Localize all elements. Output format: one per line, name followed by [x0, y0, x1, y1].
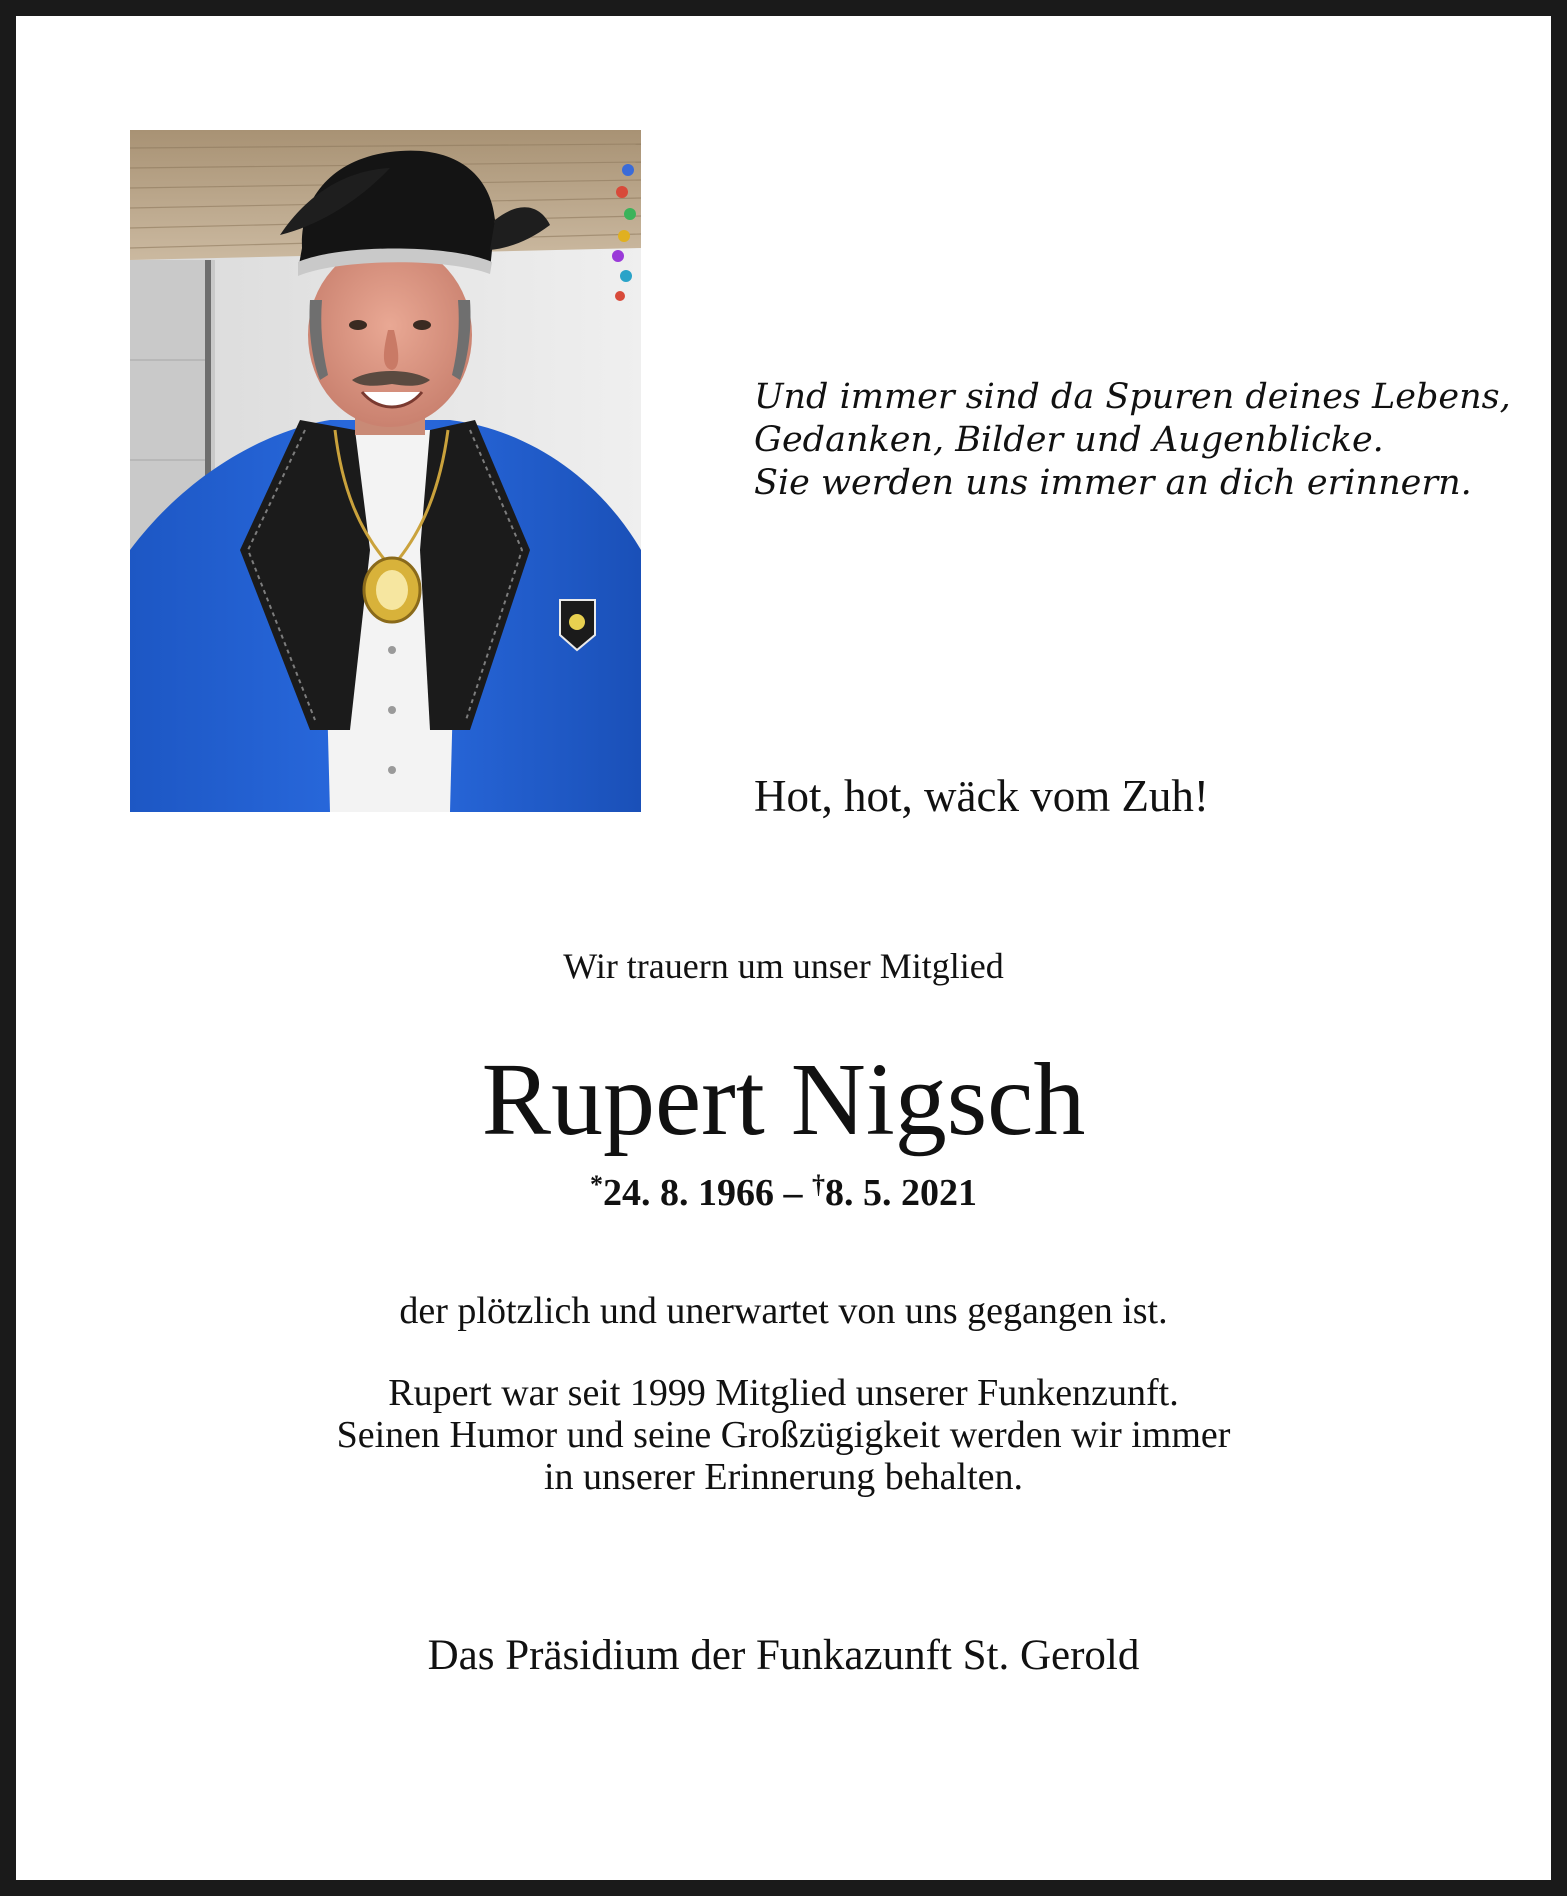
- death-date: 8. 5. 2021: [825, 1172, 977, 1214]
- life-dates: [0, 1162, 1567, 1216]
- tribute-line: Seinen Humor und seine Großzügigkeit werden wir immer: [336, 1414, 1231, 1456]
- deceased-name: Rupert Nigsch: [481, 1042, 1086, 1157]
- birth-date: 24. 8. 1966: [603, 1172, 774, 1214]
- tribute-line: in unserer Erinnerung behalten.: [543, 1456, 1024, 1498]
- tribute-line: Rupert war seit 1999 Mitglied unserer Funkenzunft.: [388, 1372, 1179, 1414]
- tribute-paragraph: [0, 1372, 1567, 1498]
- birth-symbol: *: [590, 1170, 603, 1199]
- quote-line: Gedanken, Bilder und Augenblicke.: [754, 420, 1384, 460]
- mourning-intro: Wir trauern um unser Mitglied: [563, 946, 1004, 986]
- portrait-photo: [130, 130, 641, 812]
- death-symbol: †: [812, 1170, 825, 1199]
- date-separator: –: [774, 1172, 812, 1214]
- quote-line: Und immer sind da Spuren deines Lebens,: [754, 377, 1511, 417]
- memorial-quote: [754, 376, 1511, 505]
- quote-line: Sie werden uns immer an dich erinnern.: [754, 463, 1472, 503]
- signature: Das Präsidium der Funkazunft St. Gerold: [427, 1632, 1140, 1679]
- passing-text: der plötzlich und unerwartet von uns gegangen ist.: [399, 1290, 1168, 1332]
- guild-motto: Hot, hot, wäck vom Zuh!: [754, 771, 1209, 821]
